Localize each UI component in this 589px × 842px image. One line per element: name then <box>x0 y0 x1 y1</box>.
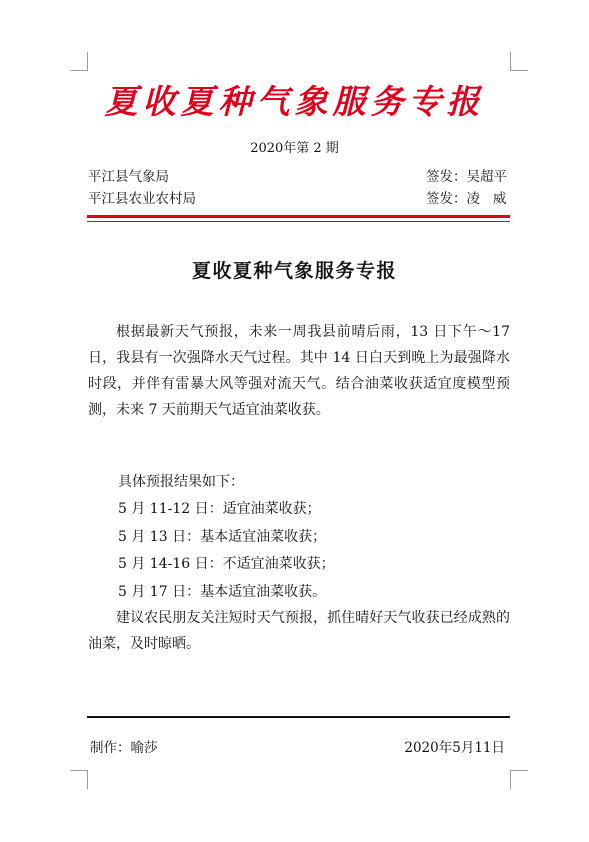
issuer-sign-1: 签发：吴超平 <box>426 169 507 185</box>
crop-mark-bottom-left-v <box>87 771 88 789</box>
forecast-item-4: 5 月 17 日：基本适宜油菜收获。 <box>118 584 327 600</box>
forecast-item-3: 5 月 14-16 日：不适宜油菜收获； <box>118 556 335 572</box>
issuer-sign-2: 签发：凌 威 <box>426 191 507 207</box>
report-title: 夏收夏种气象服务专报 <box>191 260 397 282</box>
crop-mark-top-right-v <box>510 52 511 70</box>
issue-number: 2020年第 2 期 <box>250 141 339 156</box>
footer-author: 制作：喻莎 <box>90 740 158 756</box>
banner-title: 夏收夏种气象服务专报 <box>104 82 485 121</box>
forecast-item-2: 5 月 13 日：基本适宜油菜收获； <box>118 529 327 545</box>
crop-mark-top-left-v <box>87 52 88 70</box>
footer-separator <box>87 716 510 718</box>
separator-thin <box>87 221 510 222</box>
crop-mark-top-left-h <box>70 70 88 71</box>
list-heading: 具体预报结果如下： <box>118 474 244 490</box>
crop-mark-bottom-right-v <box>510 771 511 789</box>
issuer-org-1: 平江县气象局 <box>88 169 169 185</box>
crop-mark-top-right-h <box>510 70 528 71</box>
crop-mark-bottom-left-h <box>70 770 88 771</box>
issuer-org-2: 平江县农业农村局 <box>88 191 196 207</box>
advice-paragraph: 建议农民朋友关注短时天气预报，抓住晴好天气收获已经成熟的油菜，及时晾晒。 <box>88 610 510 652</box>
separator-thick <box>87 215 510 218</box>
crop-mark-bottom-right-h <box>510 770 528 771</box>
forecast-item-1: 5 月 11-12 日：适宜油菜收获； <box>118 501 321 517</box>
footer-date: 2020年5月11日 <box>404 740 505 756</box>
intro-paragraph: 根据最新天气预报，未来一周我县前晴后雨，13 日下午～17 日，我县有一次强降水天气过程。其中 14 日白天到晚上为最强降水时段，并伴有雷暴大风等强对流天气。结合油菜收获适宜度模型预测，未来 7 天前期天气适宜油菜收获。 <box>88 324 510 418</box>
